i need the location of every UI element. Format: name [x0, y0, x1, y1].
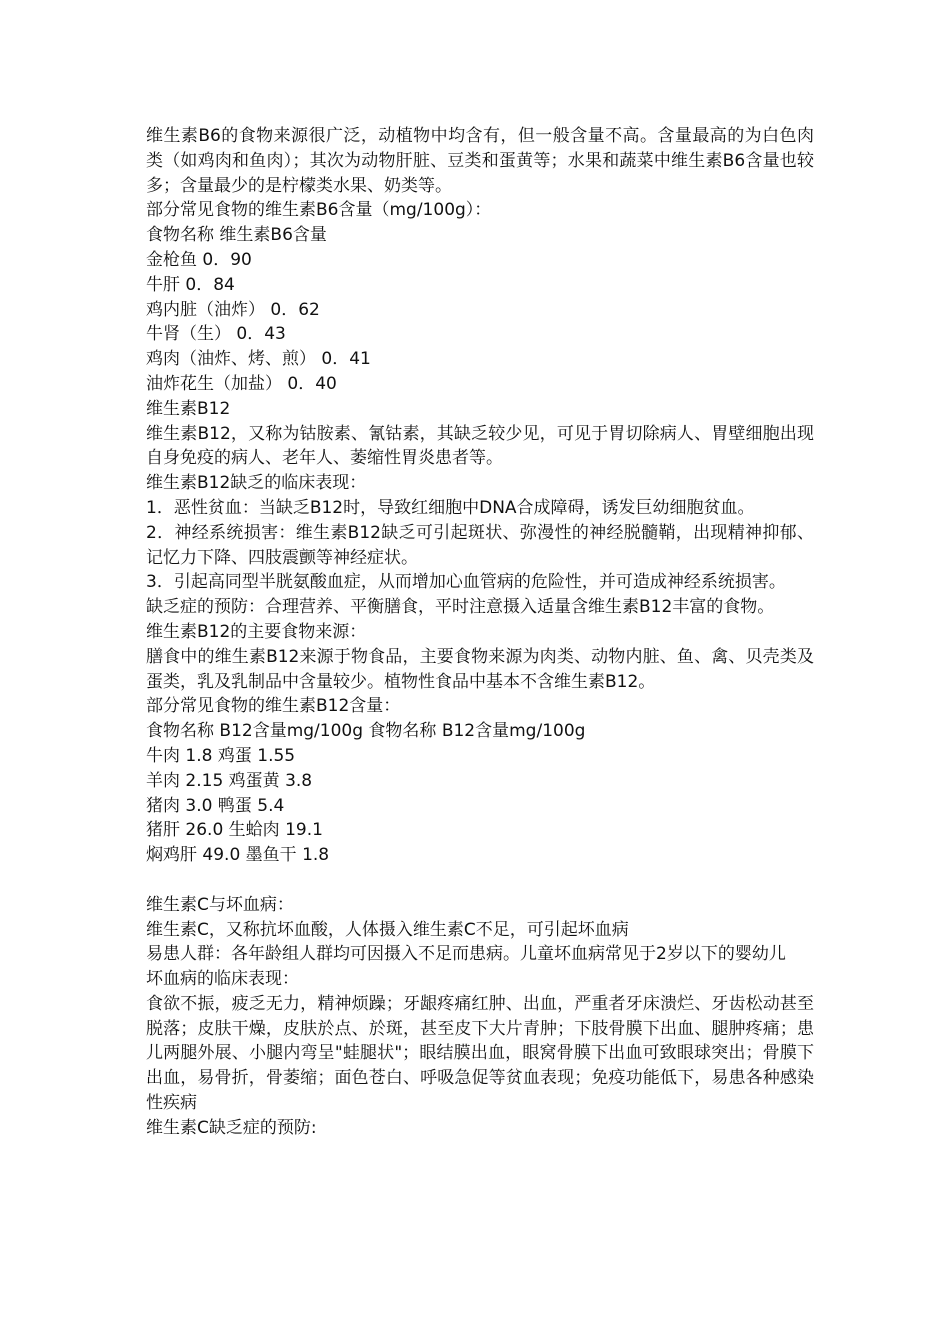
b12-table-row: 猪肉 3.0 鸭蛋 5.4 — [146, 795, 285, 816]
vitc-heading: 维生素C与坏血病： — [146, 894, 294, 915]
b12-symptom-item: 2．神经系统损害：维生素B12缺乏可引起斑状、弥漫性的神经脱髓鞘，出现精神抑郁、记忆力下降、四肢震颤等神经症状。 — [146, 522, 814, 568]
b6-table-row: 金枪鱼 0．90 — [146, 249, 252, 270]
vitc-intro-paragraph: 维生素C，又称抗坏血酸，人体摄入维生素C不足，可引起坏血病 — [146, 919, 629, 940]
b12-table-row: 牛肉 1.8 鸡蛋 1.55 — [146, 745, 296, 766]
b6-table-header: 食物名称 维生素B6含量 — [146, 225, 327, 246]
b12-sources-paragraph: 膳食中的维生素B12来源于物食品，主要食物来源为肉类、动物内脏、鱼、禽、贝壳类及蛋类，乳及乳制品中含量较少。植物性食品中基本不含维生素B12。 — [146, 646, 814, 692]
vitc-prevention-heading: 维生素C缺乏症的预防: — [146, 1117, 317, 1138]
b6-table-row: 牛肝 0．84 — [146, 274, 235, 295]
b12-symptom-item: 1．恶性贫血：当缺乏B12时，导致红细胞中DNA合成障碍，诱发巨幼细胞贫血。 — [146, 497, 755, 518]
b6-table-row: 油炸花生（加盐） 0．40 — [146, 373, 337, 394]
vitc-symptoms-paragraph: 食欲不振，疲乏无力，精神烦躁；牙龈疼痛红肿、出血，严重者牙床溃烂、牙齿松动甚至脱落；皮肤干燥，皮肤於点、於斑，甚至皮下大片青肿；下肢骨膜下出血、腿肿疼痛；患儿两腿外展、小腿内弯呈"蛙腿状"；眼结膜出血，眼窝骨膜下出血可致眼球突出；骨膜下出血，易骨折，骨萎缩；面色苍白、呼吸急促等贫血表现；免疫功能低下，易患各种感染性疾病 — [146, 993, 814, 1114]
b12-table-row: 羊肉 2.15 鸡蛋黄 3.8 — [146, 770, 313, 791]
b6-table-row: 鸡内脏（油炸） 0．62 — [146, 299, 320, 320]
section-spacer — [146, 868, 814, 893]
b12-prevention-paragraph: 缺乏症的预防：合理营养、平衡膳食，平时注意摄入适量含维生素B12丰富的食物。 — [146, 597, 775, 618]
b12-sources-heading: 维生素B12的主要食物来源： — [146, 621, 367, 642]
b6-table-row: 牛肾（生） 0．43 — [146, 324, 286, 345]
b12-table-caption: 部分常见食物的维生素B12含量： — [146, 696, 401, 717]
b6-intro-paragraph: 维生素B6的食物来源很广泛，动植物中均含有，但一般含量不高。含量最高的为白色肉类（如鸡肉和鱼肉）；其次为动物肝脏、豆类和蛋黄等；水果和蔬菜中维生素B6含量也较多；含量最少的是柠檬类水果、奶类等。 — [146, 126, 814, 196]
vitc-at-risk-paragraph: 易患人群：各年龄组人群均可因摄入不足而患病。儿童坏血病常见于2岁以下的婴幼儿 — [146, 944, 786, 965]
b12-intro-paragraph: 维生素B12，又称为钴胺素、氰钴素，其缺乏较少见，可见于胃切除病人、胃壁细胞出现自身免疫的病人、老年人、萎缩性胃炎患者等。 — [146, 423, 814, 469]
b12-table-row: 猪肝 26.0 生蛤肉 19.1 — [146, 820, 323, 841]
b12-table-header: 食物名称 B12含量mg/100g 食物名称 B12含量mg/100g — [146, 721, 586, 742]
b12-symptom-item: 3．引起高同型半胱氨酸血症，从而增加心血管病的危险性，并可造成神经系统损害。 — [146, 572, 786, 593]
b6-table-caption: 部分常见食物的维生素B6含量（mg/100g）： — [146, 200, 492, 221]
b12-table-row: 焖鸡肝 49.0 墨鱼干 1.8 — [146, 845, 330, 866]
b6-table-row: 鸡肉（油炸、烤、煎） 0．41 — [146, 349, 371, 370]
document-page — [146, 124, 814, 1141]
b12-symptoms-heading: 维生素B12缺乏的临床表现： — [146, 473, 367, 494]
vitc-symptoms-heading: 坏血病的临床表现： — [146, 969, 299, 990]
b12-heading: 维生素B12 — [146, 398, 231, 419]
